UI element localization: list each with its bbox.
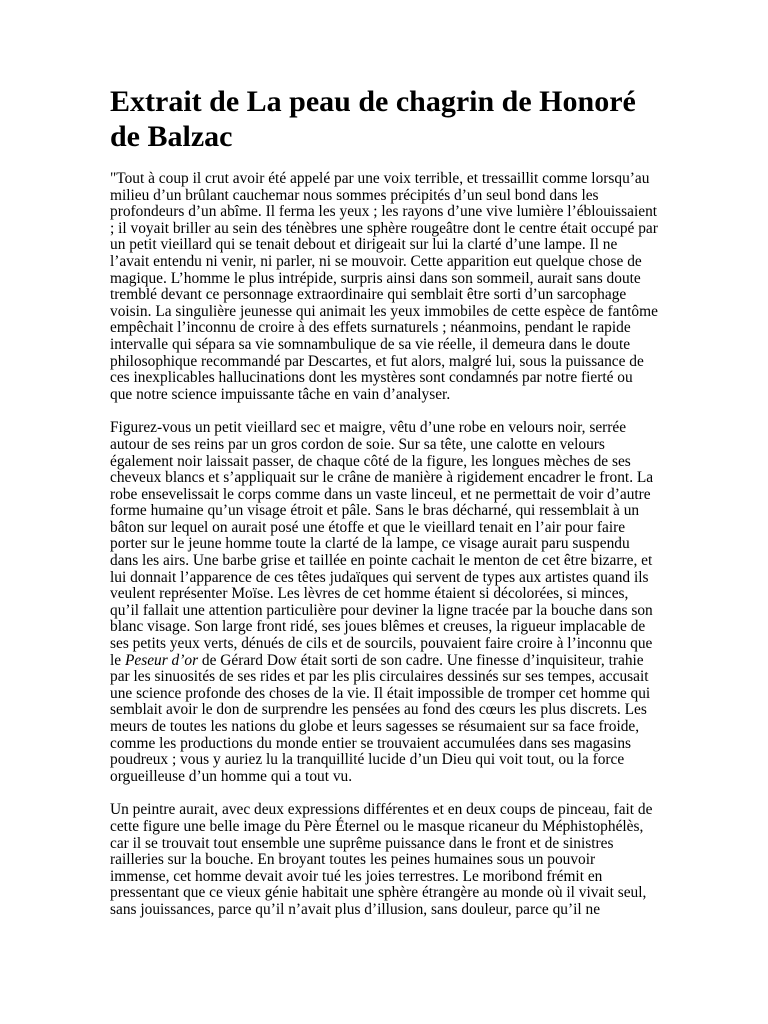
paragraph-2-italic-title: Peseur d’or xyxy=(124,651,199,669)
document-title: Extrait de La peau de chagrin de Honoré de Balzac xyxy=(110,85,636,153)
paragraph-1: "Tout à coup il crut avoir été appelé par une voix terrible, et tressaillit comme lorsqu’au milieu d’un brûlant cauchemar nous sommes précipités d’un seul bond dans les profondeurs d’un abîme. Il ferma les yeux ; les rayons d’une vive lumière l’éblouissaient ; il voyait briller au sein des ténèbres une sphère rougeâtre dont le centre était occupé par un petit vieillard qui se tenait debout et dirigeait sur lui la clarté d’une lampe. Il ne l’avait entendu ni venir, ni parler, ni se mouvoir. Cette apparition eut quelque chose de magique. L’homme le plus intrépide, surpris ainsi dans son sommeil, aurait sans doute tremblé devant ce personnage extraordinaire qui semblait être sorti d’un sarcophage voisin. La singulière jeunesse qui animait les yeux immobiles de cette espèce de fantôme empêchait l’inconnu de croire à des effets surnaturels ; néanmoins, pendant le rapide intervalle qui sépara sa vie somnambulique de sa vie réelle, il demeura dans le doute philosophique recommandé par Descartes, et fut alors, malgré lui, sous la puissance de ces inexplicables hallucinations dont les mystères sont condamnés par notre fierté ou que notre science impuissante tâche en vain d’analyser. xyxy=(110,170,658,403)
document-page xyxy=(110,84,658,936)
paragraph-2 xyxy=(110,420,658,785)
paragraph-2-text-after: de Gérard Dow était sorti de son cadre. Une finesse d’inquisiteur, trahie par les sinuosités de ses rides et par les plis circulaires dessinés sur ses tempes, accusait une science profonde des choses de la vie. Il était impossible de tromper cet homme qui semblait avoir le don de surprendre les pensées au fond des cœurs les plus discrets. Les meurs de toutes les nations du globe et leurs sagesses se résumaient sur sa face froide, comme les productions du monde entier se trouvaient accumulées dans ses magasins poudreux ; vous y auriez lu la tranquillité lucide d’un Dieu qui voit tout, ou la force orgueilleuse d’un homme qui a tout vu. xyxy=(110,651,651,785)
paragraph-2-text-before: Figurez-vous un petit vieillard sec et maigre, vêtu d’une robe en velours noir, serrée autour de ses reins par un gros cordon de soie. Sur sa tête, une calotte en velours également noir laissait passer, de chaque côté de la figure, les longues mèches de ses cheveux blancs et s’appliquait sur le crâne de manière à rigidement encadrer le front. La robe ensevelissait le corps comme dans un vaste linceul, et ne permettait de voir d’autre forme humaine qu’un visage étroit et pâle. Sans le bras décharné, qui ressemblait à un bâton sur lequel on aurait posé une étoffe et que le vieillard tenait en l’air pour faire porter sur le jeune homme toute la clarté de la lampe, ce visage aurait paru suspendu dans les airs. Une barbe grise et taillée en pointe cachait le menton de cet être bizarre, et lui donnait l’apparence de ces têtes judaïques qui servent de types aux artistes quand ils veulent représenter Moïse. Les lèvres de cet homme étaient si décolorées, si minces, qu’il fallait une attention particulière pour deviner la ligne tracée par la bouche dans son blanc visage. Son large front ridé, ses joues blêmes et creuses, la rigueur implacable de ses petits yeux verts, dénués de cils et de sourcils, pouvaient faire croire à l’inconnu que le xyxy=(110,419,654,669)
paragraph-3: Un peintre aurait, avec deux expressions différentes et en deux coups de pinceau, fait de cette figure une belle image du Père Éternel ou le masque ricaneur du Méphistophélès, car il se trouvait tout ensemble une suprême puissance dans le front et de sinistres railleries sur la bouche. En broyant toutes les peines humaines sous un pouvoir immense, cet homme devait avoir tué les joies terrestres. Le moribond frémit en pressentant que ce vieux génie habitait une sphère étrangère au monde où il vivait seul, sans jouissances, parce qu’il n’avait plus d’illusion, sans douleur, parce qu’il ne xyxy=(110,801,653,918)
